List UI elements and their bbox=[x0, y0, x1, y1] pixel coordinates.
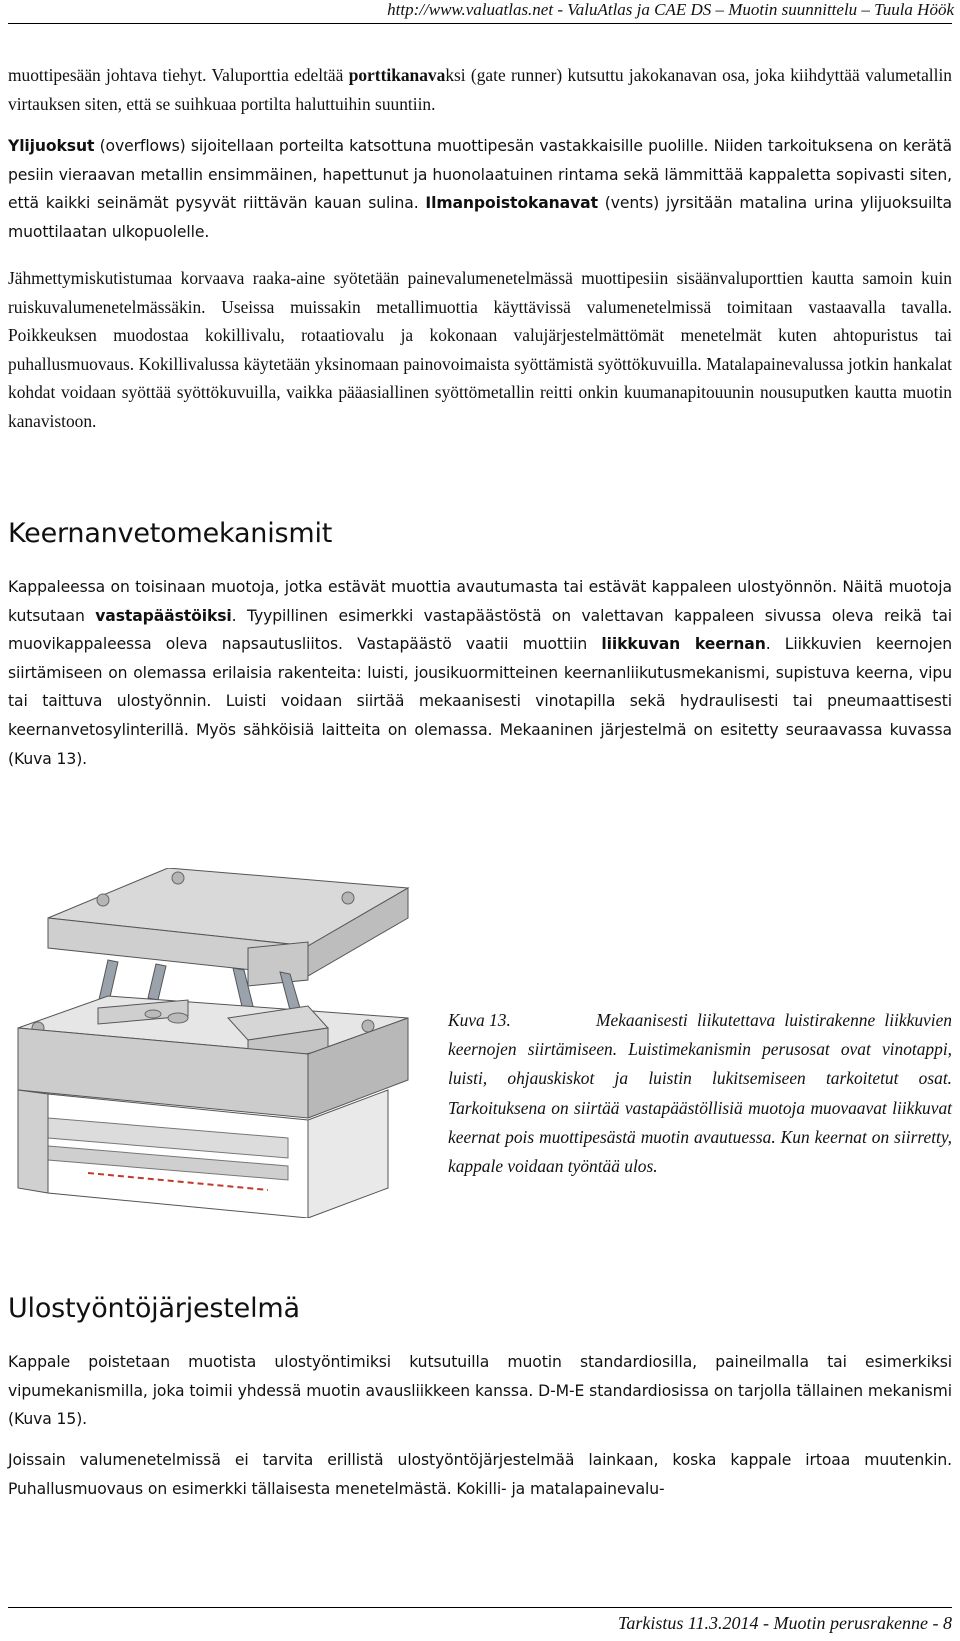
caption-text: Mekaanisesti liikutettava luistirakenne liikkuvien keernojen siirtämiseen. Luistimekanismin perusosat ovat vinotappi, luisti, ohjauskiskot ja luistin lukitsemiseen tarkoitetut osat. Tarkoituksena on siirtää vastapäästöllisiä muotoja muovaavat liikkuvat keernat pois muottipesästä muotin avautuessa. Kun keernat on siirretty, kappale voidaan työntää ulos. bbox=[448, 1010, 952, 1177]
clamp-block bbox=[248, 942, 308, 986]
paragraph-core-pulls: Kappaleessa on toisinaan muotoja, jotka estävät muottia avautumasta tai estävät kappaleen ulostyönnön. Näitä muotoja kutsutaan vastapäästöiksi. Tyypillinen esimerkki vastapäästöstä on valettavan kappaleen sivussa oleva reikä tai muovikappaleessa oleva napsautusliitos. Vastapäästö vaatii muottiin liikkuvan keernan. Liikkuvien keernojen siirtämiseen on olemassa erilaisia rakenteita: luisti, jousikuormitteinen keernanliikutusmekanismi, supistuva keerna, vipu tai taittuva ulostyönnin. Luisti voidaan siirtää mekaanisesti vinotapilla sekä hydraulisesti tai pneumaattisesti keernanvetosylinterillä. Myös sähköisiä laitteita on olemassa. Mekaaninen järjestelmä on esitetty seuraavassa kuvassa (Kuva 13). bbox=[8, 578, 953, 768]
footer-rule bbox=[8, 1607, 952, 1608]
page-footer: Tarkistus 11.3.2014 - Muotin perusrakenne - 8 bbox=[618, 1613, 952, 1633]
paragraph-ejection-1: Kappale poistetaan muotista ulostyöntimiksi kutsutuilla muotin standardiosilla, paineilmalla tai esimerkiksi vipumekanismilla, joka toimii yhdessä muotin avausliikkeen kanssa. D-M-E standardiosissa on tarjolla tällainen mekanismi (Kuva 15). bbox=[8, 1353, 952, 1429]
term-porttikanava: porttikanava bbox=[348, 65, 446, 85]
term-ilmanpoistokanavat: Ilmanpoistokanavat bbox=[425, 194, 598, 213]
mold-slide-figure bbox=[8, 868, 438, 1218]
page-header: http://www.valuatlas.net - ValuAtlas ja CAE DS – Muotin suunnittelu – Tuula Höök bbox=[387, 0, 954, 19]
paragraph-shrinkage-feeding: Jähmettymiskutistumaa korvaava raaka-aine syötetään painevalumenetelmässä muottipesiin sisäänvaluporttien kautta samoin kuin ruiskuvalumenetelmässäkin. Useissa muissakin metallimuottia käyttävissä valumenetelmissä toimitaan vastaavalla tavalla. Poikkeuksen muodostaa kokillivalu, rotaatiovalu ja kokonaan valujärjestelmättömät menetelmät kuten ahtopuristus tai puhallusmuovaus. Kokillivalussa käytetään yksinomaan painovoimaista syöttämistä syöttökuvuilla. Matalapainevalussa jotkin hankalat kohdat voidaan syöttää syöttökuvuilla, vaikka pääasiallinen syöttömetallin reitti onkin kuumanapitouunin nousuputken kautta muotin kanavistoon. bbox=[8, 268, 952, 431]
paragraph-ejection-2: Joissain valumenetelmissä ei tarvita erillistä ulostyöntöjärjestelmää lainkaan, koska kappale irtoaa muutenkin. Puhallusmuovaus on esimerkki tällaisesta menetelmästä. Kokilli- ja matalapainevalu- bbox=[8, 1451, 952, 1498]
term-liikkuvan-keernan: liikkuvan keernan bbox=[601, 635, 766, 654]
figure-caption bbox=[448, 1006, 952, 1181]
caption-label: Kuva 13. bbox=[448, 1010, 511, 1030]
term-ylijuoksut: Ylijuoksut bbox=[8, 137, 95, 155]
header-rule bbox=[8, 23, 952, 24]
term-vastapaastoiksi: vastapäästöiksi bbox=[95, 606, 232, 625]
heading-keernanvetomekanismit: Keernanvetomekanismit bbox=[8, 518, 333, 549]
paragraph-overflows: Ylijuoksut (overflows) sijoitellaan porteilta katsottuna muottipesän vastakkaisille puolille. Niiden tarkoituksena on kerätä pesiin vieraavan metallin ensimmäinen, hapettunut ja huonolaatuinen rintama sekä lämmittää kappaletta sopivasti siten, että kaikki seinämät pysyvät riittävän kauan sulina. Ilmanpoistokanavat (vents) jyrsitään matalina urina ylijuoksuilta muottilaatan ulkopuolelle. bbox=[8, 137, 952, 241]
paragraph-gate-runner: muottipesään johtava tiehyt. Valuporttia edeltää porttikanavaksi (gate runner) kutsuttu jakokanavan osa, joka kiihdyttää valumetallin virtauksen siten, että se suihkuaa portilta haluttuihin suuntiin. bbox=[8, 65, 952, 114]
heading-ulostyontojarjestelma: Ulostyöntöjärjestelmä bbox=[8, 1293, 300, 1324]
